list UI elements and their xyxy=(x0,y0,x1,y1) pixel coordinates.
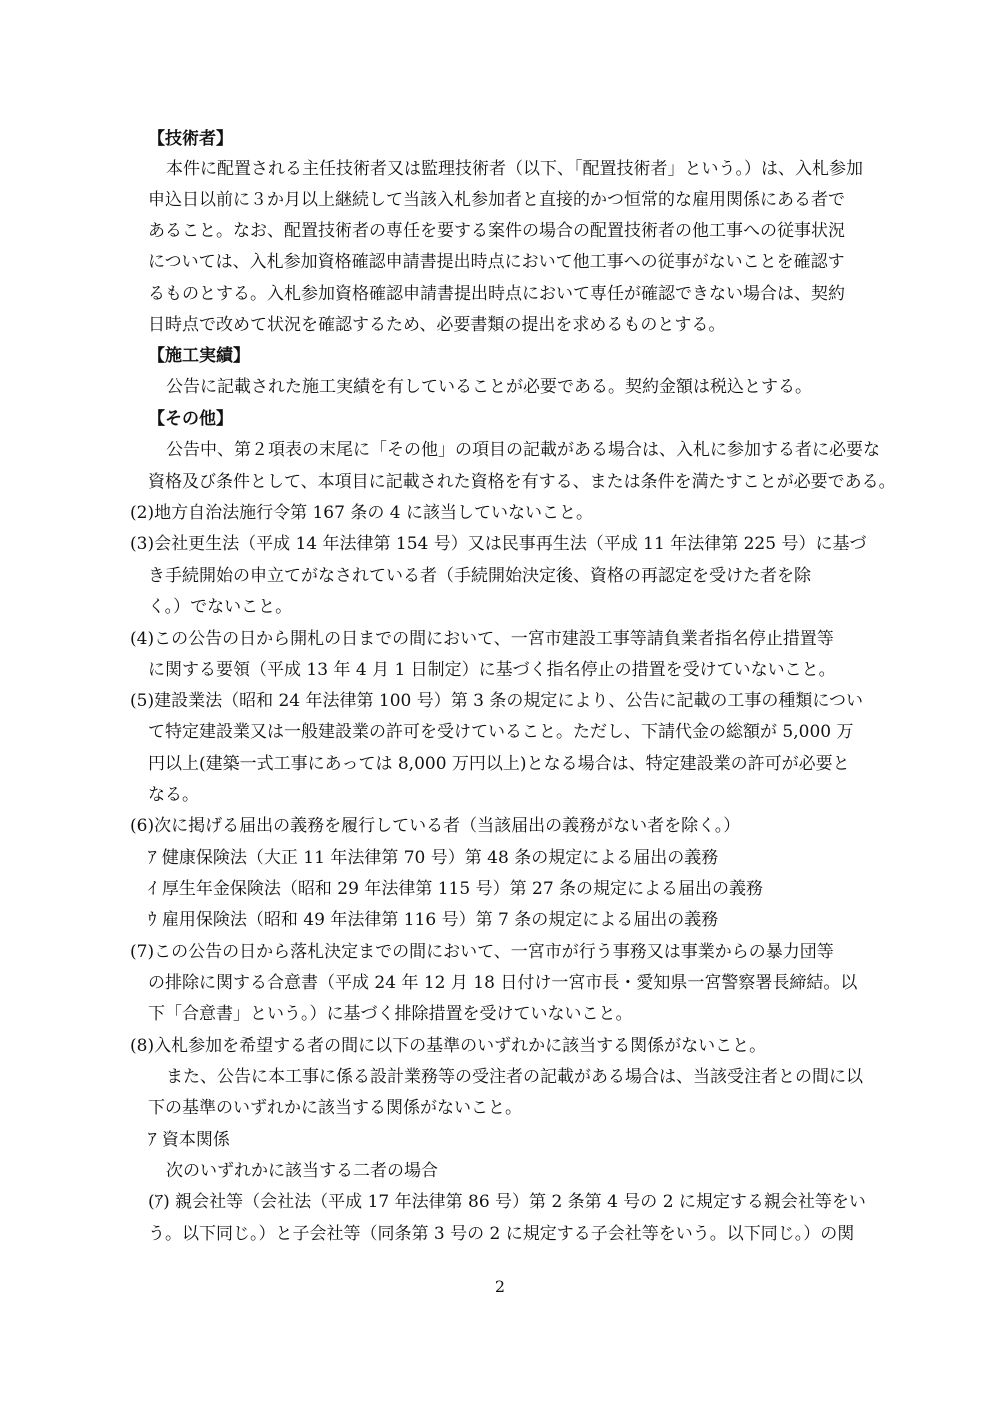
paragraph-line: 申込日以前に３か月以上継続して当該入札参加者と直接的かつ恒常的な雇用関係にある者で xyxy=(148,190,845,210)
paragraph-line: 本件に配置される主任技術者又は監理技術者（以下、「配置技術者」という。）は、入札参加 xyxy=(166,159,863,179)
paragraph-line: て特定建設業又は一般建設業の許可を受けていること。ただし、下請代金の総額が 5,000 万 xyxy=(148,722,854,742)
page-number: 2 xyxy=(494,1277,506,1296)
paragraph-line: るものとする。入札参加資格確認申請書提出時点において専任が確認できない場合は、契約 xyxy=(148,284,845,304)
list-item-2: (2)地方自治法施行令第 167 条の 4 に該当していないこと。 xyxy=(130,503,593,523)
sub-sub-item-a: (ｱ) 親会社等（会社法（平成 17 年法律第 86 号）第 2 条第 4 号の 2 に規定する親会社等をい xyxy=(148,1192,866,1212)
paragraph-line: 公告に記載された施工実績を有していることが必要である。契約金額は税込とする。 xyxy=(166,377,812,397)
paragraph-line: また、公告に本工事に係る設計業務等の受注者の記載がある場合は、当該受注者との間に以 xyxy=(166,1067,863,1087)
paragraph-line: 下の基準のいずれかに該当する関係がないこと。 xyxy=(148,1098,522,1118)
paragraph-line: 資格及び条件として、本項目に記載された資格を有する、または条件を満たすことが必要である。 xyxy=(148,472,896,492)
list-item-4: (4)この公告の日から開札の日までの間において、一宮市建設工事等請負業者指名停止措置等 xyxy=(130,629,834,649)
section-heading-construction-record: 【施工実績】 xyxy=(148,346,250,366)
list-item-5: (5)建設業法（昭和 24 年法律第 100 号）第 3 条の規定により、公告に記載の工事の種類につい xyxy=(130,691,864,711)
paragraph-line: 次のいずれかに該当する二者の場合 xyxy=(166,1161,438,1181)
list-item-8: (8)入札参加を希望する者の間に以下の基準のいずれかに該当する関係がないこと。 xyxy=(130,1036,767,1056)
paragraph-line: 日時点で改めて状況を確認するため、必要書類の提出を求めるものとする。 xyxy=(148,315,726,335)
paragraph-line: 下「合意書」という。）に基づく排除措置を受けていないこと。 xyxy=(148,1004,633,1024)
paragraph-line: き手続開始の申立てがなされている者（手続開始決定後、資格の再認定を受けた者を除 xyxy=(148,566,811,586)
paragraph-line: に関する要領（平成 13 年 4 月 1 日制定）に基づく指名停止の措置を受けていないこと。 xyxy=(148,660,836,680)
paragraph-line: あること。なお、配置技術者の専任を要する案件の場合の配置技術者の他工事への従事状況 xyxy=(148,221,845,241)
section-heading-engineer: 【技術者】 xyxy=(148,129,233,149)
paragraph-line: く。）でないこと。 xyxy=(148,597,293,617)
paragraph-line: 公告中、第２項表の末尾に「その他」の項目の記載がある場合は、入札に参加する者に必要な xyxy=(166,440,880,460)
section-heading-other: 【その他】 xyxy=(148,409,233,429)
sub-item-a: ｱ 資本関係 xyxy=(148,1130,230,1150)
sub-item-i: ｲ 厚生年金保険法（昭和 29 年法律第 115 号）第 27 条の規定による届出の義務 xyxy=(148,879,764,899)
paragraph-line: については、入札参加資格確認申請書提出時点において他工事への従事がないことを確認す xyxy=(148,252,845,272)
paragraph-line: う。以下同じ。）と子会社等（同条第 3 号の 2 に規定する子会社等をいう。以下同じ。）の関 xyxy=(148,1224,855,1244)
sub-item-a: ｱ 健康保険法（大正 11 年法律第 70 号）第 48 条の規定による届出の義務 xyxy=(148,848,719,868)
list-item-6: (6)次に掲げる届出の義務を履行している者（当該届出の義務がない者を除く。） xyxy=(130,816,741,836)
paragraph-line: の排除に関する合意書（平成 24 年 12 月 18 日付け一宮市長・愛知県一宮警察署長締結。以 xyxy=(148,973,858,993)
sub-item-u: ｳ 雇用保険法（昭和 49 年法律第 116 号）第 7 条の規定による届出の義務 xyxy=(148,910,719,930)
paragraph-line: なる。 xyxy=(148,785,199,805)
list-item-3: (3)会社更生法（平成 14 年法律第 154 号）又は民事再生法（平成 11 年法律第 225 号）に基づ xyxy=(130,534,867,554)
list-item-7: (7)この公告の日から落札決定までの間において、一宮市が行う事務又は事業からの暴力団等 xyxy=(130,942,834,962)
paragraph-line: 円以上(建築一式工事にあっては 8,000 万円以上)となる場合は、特定建設業の許可が必要と xyxy=(148,754,850,774)
